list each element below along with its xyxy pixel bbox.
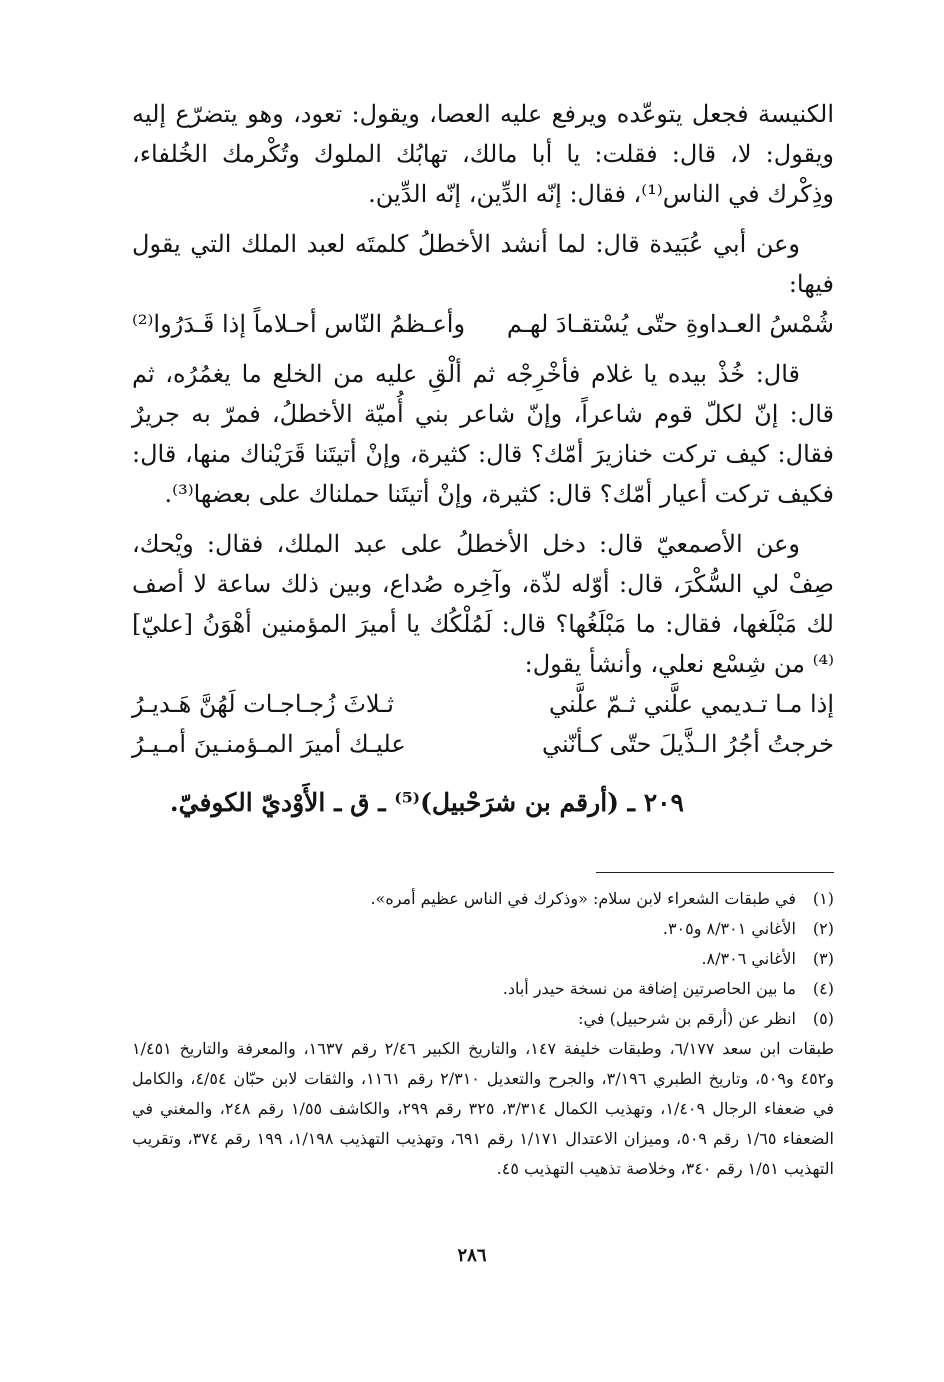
entry-heading: ٢٠٩ ـ (أرقم بن شرَحْبيل)⁽⁵⁾ ـ ق ـ الأَوْديّ الكوفيّ.: [169, 788, 684, 817]
poem-verse-2: [132, 684, 834, 724]
paragraph-1: الكنيسة فجعل يتوعّده ويرفع عليه العصا، ويقول: تعود، وهو يتضرّع إليه ويقول: لا، قال: فقلت: يا أبا مالك، تهابُك الملوك وتُكْرمك الخُلفاء، وذِكْرك في الناس⁽¹⁾، فقال: إنّه الدِّين، إنّه الدِّين.: [132, 100, 834, 208]
footnote-divider: [596, 872, 834, 873]
paragraph-4: وعن الأصمعيّ قال: دخل الأخطلُ على عبد الملك، فقال: ويْحك، صِفْ لي السُّكْرَ، قال: أوّله لذّة، وآخِره صُداع، وبين ذلك ساعة لا أصف لك مَبْلَغها، فقال: ما مَبْلَغُها؟ قال: لَمُلْكُك يا أميرَ المؤمنين أهْوَنُ [عليّ]⁽⁴⁾ من شِسْع نعلي، وأنشأ يقول:: [132, 530, 834, 678]
footnote-number: (٢): [812, 919, 834, 938]
verse-first-hemistich: شُمْسُ العـداوةِ حتّى يُسْتقـادَ لهـم: [506, 310, 834, 338]
paragraph-3: قال: خُذْ بيده يا غلام فأخْرِجْه ثم ألْقِ عليه من الخلع ما يغمُرُه، ثم قال: إنّ لكلّ قوم شاعراً، وإنّ شاعر بني أُميّة الأخطلُ، فمرّ به جريرٌ فقال: كيف تركت خنازيرَ أمّك؟ قال: كثيرة، وإنْ أتيتَنا قَرَيْناك منها، قال: فكيف تركت أعيار أمّك؟ قال: كثيرة، وإنْ أتيتَنا حملناك على بعضها⁽³⁾.: [132, 360, 834, 508]
poem-verse-3: [132, 724, 834, 764]
footnote-text: ما بين الحاصرتين إضافة من نسخة حيدر أباد.: [502, 979, 796, 998]
verse-second-hemistich: ثـلاثَ زُجـاجـات لَهُنَّ هَـديـرُ: [132, 690, 394, 718]
verse-first-hemistich: خرجتُ أجُرُ الـذَّيلَ حتّى كـأنّني: [542, 730, 834, 758]
footnote: [132, 1004, 834, 1034]
footnote-references: طبقات ابن سعد ٦/١٧٧، وطبقات خليفة ١٤٧، والتاريخ الكبير ٢/٤٦ رقم ١٦٣٧، والمعرفة والتاريخ ١/٤٥١ و٤٥٢ و٥٠٩، وتاريخ الطبري ٣/١٩٦، والجرح والتعديل ٢/٣١٠ رقم ١١٦١، والثقات لابن حبّان ٤/٥٤، والكامل في ضعفاء الرجال ١/٤٠٩، وتهذيب الكمال ٣/٣١٤، ٣٢٥ رقم ٢٩٩، والكاشف ١/٥٥ رقم ٢٤٨، والمغني في الضعفاء ١/٦٥ رقم ٥٠٩، وميزان الاعتدال ١/١٧١ رقم ٦٩١، وتهذيب التهذيب ١/١٩٨، ١٩٩ رقم ٣٧٤، وتقريب التهذيب ١/٥١ رقم ٣٤٠، وخلاصة تذهيب التهذيب ٤٥.: [132, 1039, 835, 1178]
footnote-text: الأغاني ٨/٣٠١ و٣٠٥.: [662, 919, 796, 938]
footnote-number: (١): [812, 889, 834, 908]
footnotes: [132, 884, 834, 1184]
poem-verse-1: [132, 304, 834, 344]
footnote-number: (٥): [812, 1009, 834, 1028]
main-text: [132, 94, 834, 826]
footnote-text: انظر عن (أرقم بن شرحبيل) في:: [578, 1009, 796, 1028]
verse-second-hemistich: وأعـظمُ النّاس أحـلاماً إذا قَـدَرُوا⁽²⁾: [132, 310, 466, 338]
verse-second-hemistich: عليـك أميرَ المـؤمنـينَ أمـيـرُ: [132, 730, 406, 758]
paragraph-2: وعن أبي عُبَيدة قال: لما أنشد الأخطلُ كلمتَه لعبد الملك التي يقول فيها:: [132, 230, 834, 298]
footnote-text: الأغاني ٨/٣٠٦.: [701, 949, 796, 968]
footnote: [132, 974, 834, 1004]
footnote-text: في طبقات الشعراء لابن سلام: «وذكرك في الناس عظيم أمره».: [370, 889, 796, 908]
footnote-number: (٣): [812, 949, 834, 968]
page-number: ٢٨٦: [457, 1245, 487, 1266]
footnote-number: (٤): [812, 979, 834, 998]
footnote: [132, 914, 834, 944]
verse-first-hemistich: إذا مـا تـديمي علَّني ثـمّ علَّني: [549, 690, 834, 718]
footnote: [132, 884, 834, 914]
footnote: [132, 944, 834, 974]
